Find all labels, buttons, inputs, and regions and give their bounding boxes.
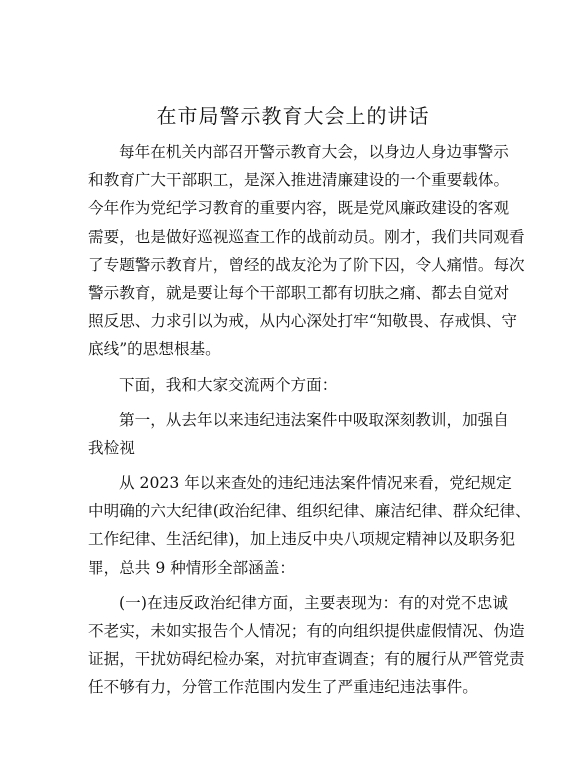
text-line: 我检视	[88, 438, 135, 457]
text-line: 底线”的思想根基。	[88, 340, 221, 359]
text-line: 从 2023 年以来查处的违纪违法案件情况来看，党纪规定	[119, 474, 512, 493]
paragraph-intro	[88, 371, 508, 399]
text-line: 照反思、力求引以为戒，从内心深处打牢“知敬畏、存戒惧、守	[88, 312, 518, 331]
text-line: 下面，我和大家交流两个方面：	[119, 375, 338, 394]
paragraph-opening	[88, 138, 525, 364]
paragraph-political-discipline	[88, 589, 525, 702]
text-line: 了专题警示教育片，曾经的战友沦为了阶下囚，令人痛惜。每次	[88, 255, 525, 274]
paragraph-gap	[88, 582, 508, 589]
paragraph-gap	[88, 364, 508, 371]
document-title: 在市局警示教育大会上的讲话	[156, 104, 430, 128]
text-line: 每年在机关内部召开警示教育大会，以身边人身边事警示	[119, 143, 509, 161]
text-line: 不老实，未如实报告个人情况；有的向组织提供虚假情况、伪造	[88, 622, 525, 640]
text-line: 证据，干扰妨碍纪检办案，对抗审查调查；有的履行从严管党责	[88, 650, 525, 669]
text-line: 中明确的六大纪律(政治纪律、组织纪律、廉洁纪律、群众纪律、	[88, 502, 531, 521]
paragraph-cases	[88, 469, 531, 582]
text-line: 第一，从去年以来违纪违法案件中吸取深刻教训，加强自	[119, 410, 509, 429]
text-line: 工作纪律、生活纪律)，加上违反中央八项规定精神以及职务犯	[88, 530, 516, 549]
text-line: 罪，总共 9 种情形全部涵盖：	[88, 558, 295, 577]
text-line: 需要，也是做好巡视巡查工作的战前动员。刚才，我们共同观看	[88, 227, 525, 246]
text-line: 警示教育，就是要让每个干部职工都有切肤之痛、都去自觉对	[88, 283, 510, 302]
paragraph-gap	[88, 399, 508, 406]
text-line: (一)在违反政治纪律方面，主要表现为：有的对党不忠诚	[119, 593, 508, 612]
text-line: 今年作为党纪学习教育的重要内容，既是党风廉政建设的客观	[88, 199, 510, 218]
text-line: 和教育广大干部职工，是深入推进清廉建设的一个重要载体。	[88, 171, 510, 190]
document-body	[88, 138, 531, 702]
text-line: 任不够有力，分管工作范围内发生了严重违纪违法事件。	[88, 678, 478, 697]
section-heading-first	[88, 406, 508, 462]
paragraph-gap	[88, 462, 508, 469]
